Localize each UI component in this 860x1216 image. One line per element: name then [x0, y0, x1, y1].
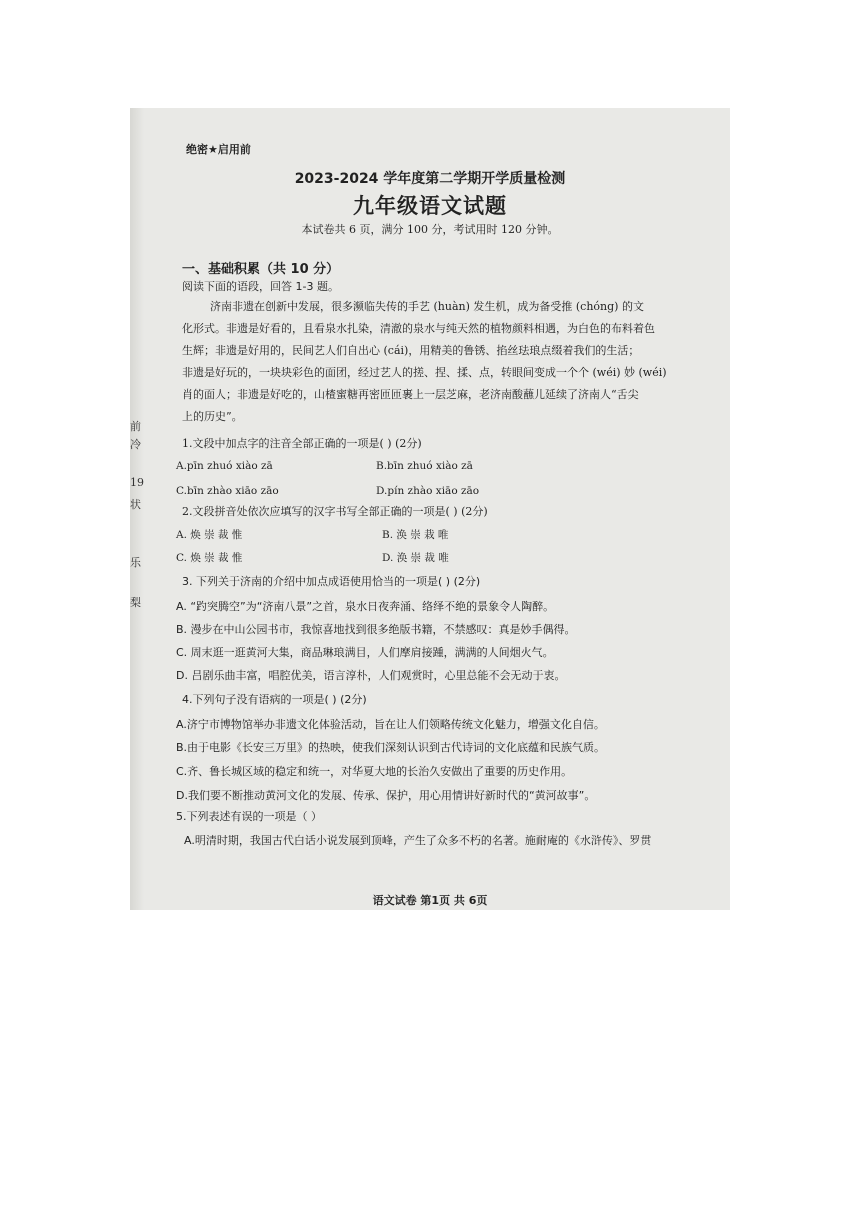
passage-line: 上的历史”。 [182, 410, 243, 423]
question-stem: 4.下列句子没有语病的一项是( ) (2分) [182, 693, 367, 706]
answer-option: C. 周末逛一逛黄河大集，商品琳琅满目，人们摩肩接踵，满满的人间烟火气。 [176, 646, 554, 659]
passage-line: 生辉；非遗是好用的，民间艺人们自出心 (cái)，用精美的鲁锈、掐丝珐琅点缀着我们的生活； [182, 344, 640, 357]
margin-note: 梨 [130, 596, 141, 609]
section-heading: 一、基础积累（共 10 分） [182, 262, 340, 277]
margin-note: 19 [130, 476, 144, 489]
exam-paper [130, 108, 730, 910]
exam-note: 本试卷共 6 页，满分 100 分，考试用时 120 分钟。 [301, 223, 559, 236]
question-stem: 2.文段拼音处依次应填写的汉字书写全部正确的一项是( ) (2分) [182, 505, 488, 518]
page-footer: 语文试卷 第1页 共 6页 [372, 894, 488, 907]
question-stem: 3. 下列关于济南的介绍中加点成语使用恰当的一项是( ) (2分) [182, 575, 481, 588]
margin-note: 状 [130, 498, 141, 511]
answer-option: D. 涣 崇 裁 唯 [382, 552, 449, 564]
answer-option: C.bīn zhào xiāo zāo [176, 485, 279, 497]
question-stem: 5.下列表述有误的一项是（ ） [176, 810, 322, 823]
passage-line: 肖的面人；非遗是好吃的，山楂蜜糖再密匝匝裹上一层芝麻，老济南酸蘸儿延续了济南人“舌尖 [182, 388, 639, 401]
answer-option: A.明清时期，我国古代白话小说发展到顶峰，产生了众多不朽的名著。施耐庵的《水浒传》、罗贯 [184, 834, 652, 847]
margin-note: 乐 [130, 556, 141, 569]
answer-option: C. 焕 崇 裁 惟 [176, 552, 243, 564]
answer-option: B. 涣 崇 栽 唯 [382, 529, 449, 541]
margin-note: 前 [130, 420, 141, 433]
exam-title: 2023-2024 学年度第二学期开学质量检测 [294, 171, 566, 187]
margin-note: 冷 [130, 438, 141, 451]
answer-option: B. 漫步在中山公园书市，我惊喜地找到很多绝版书籍，不禁感叹：真是妙手偶得。 [176, 623, 576, 636]
answer-option: A. 焕 崇 裁 惟 [176, 529, 243, 541]
answer-option: D.pín zhào xiāo zāo [376, 485, 480, 497]
answer-option: C.齐、鲁长城区域的稳定和统一，对华夏大地的长治久安做出了重要的历史作用。 [176, 765, 573, 778]
answer-option: A.pīn zhuó xiào zā [176, 460, 273, 472]
question-stem: 1.文段中加点字的注音全部正确的一项是( ) (2分) [182, 437, 422, 450]
answer-option: B.由于电影《长安三万里》的热映，使我们深刻认识到古代诗词的文化底蕴和民族气质。 [176, 741, 606, 754]
answer-option: D. 吕剧乐曲丰富，唱腔优美，语言淳朴，人们观赏时，心里总能不会无动于衷。 [176, 669, 566, 682]
subject-title: 九年级语文试题 [353, 193, 507, 218]
answer-option: A. “趵突腾空”为“济南八景”之首，泉水日夜奔涌、络绎不绝的景象令人陶醉。 [176, 600, 555, 613]
answer-option: A.济宁市博物馆举办非遗文化体验活动，旨在让人们领略传统文化魅力，增强文化自信。 [176, 718, 605, 731]
passage-line: 非遗是好玩的，一块块彩色的面团，经过艺人的搓、捏、揉、点，转眼间变成一个个 (wéi) 妙 (wéi) [182, 366, 667, 379]
passage-line: 济南非遗在创新中发展，很多濒临失传的手艺 (huàn) 发生机，成为备受推 (chóng) 的文 [210, 300, 644, 313]
answer-option: D.我们要不断推动黄河文化的发展、传承、保护，用心用情讲好新时代的“黄河故事”。 [176, 789, 596, 802]
section-instruction: 阅读下面的语段，回答 1-3 题。 [182, 280, 339, 293]
answer-option: B.bīn zhuó xiào zā [376, 460, 473, 472]
passage-line: 化形式。非遗是好看的，且看泉水扎染，清澈的泉水与纯天然的植物颜料相遇，为白色的布料着色 [182, 322, 655, 335]
secret-label: 绝密★启用前 [186, 143, 251, 156]
